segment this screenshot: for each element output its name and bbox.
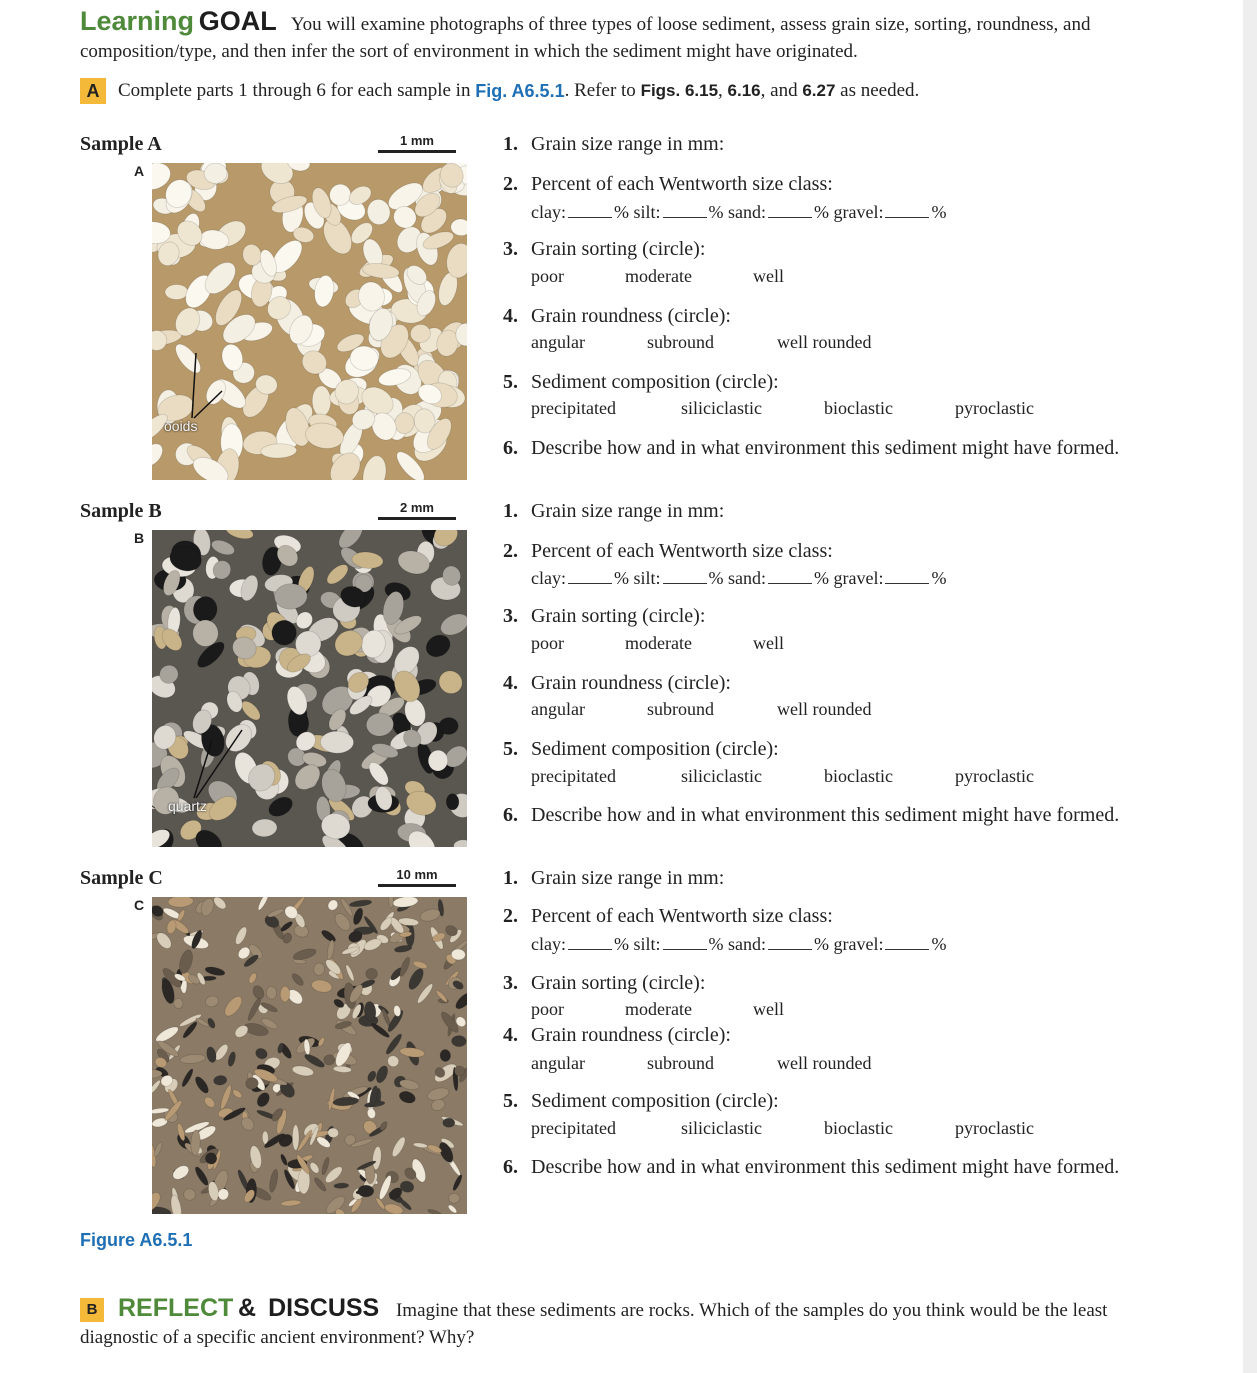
option-angular[interactable]: angular [531, 332, 585, 352]
option-angular[interactable]: angular [531, 1053, 585, 1073]
silt-blank[interactable] [663, 935, 707, 950]
question-3: 3. Grain sorting (circle): [503, 605, 706, 627]
question-1: 1. Grain size range in mm: [503, 500, 725, 522]
gravel-blank[interactable] [885, 569, 929, 584]
silt-blank[interactable] [663, 203, 707, 218]
page-edge [1243, 0, 1257, 1373]
fig-ref-3: 6.27 [802, 81, 836, 100]
option-bioclastic[interactable]: bioclastic [824, 1118, 893, 1138]
figure-link[interactable]: Fig. A6.5.1 [475, 81, 565, 101]
gravel-blank[interactable] [885, 203, 929, 218]
option-precipitated[interactable]: precipitated [531, 398, 616, 418]
clay-blank[interactable] [568, 203, 612, 218]
reflect-text: Imagine that these sediments are rocks. Which of the samples do you think would be the least diagnostic of a specific ancient environment? Why? [80, 1300, 1108, 1348]
option-subround[interactable]: subround [647, 699, 714, 719]
photo-letter: B [134, 530, 145, 546]
option-well-rounded[interactable]: well rounded [777, 332, 872, 352]
part-a-text1: Complete parts 1 through 6 for each sample in [118, 80, 471, 101]
part-a-text2: . Refer to [564, 80, 636, 101]
option-well-rounded[interactable]: well rounded [777, 699, 872, 719]
option-poor[interactable]: poor [531, 633, 564, 653]
learning-goal [80, 8, 1190, 65]
question-3: 3. Grain sorting (circle): [503, 238, 706, 260]
part-b-badge: B [80, 1298, 104, 1322]
option-siliciclastic[interactable]: siliciclastic [681, 398, 762, 418]
learning-goal-title-goal: GOAL [198, 6, 277, 36]
part-a-text3: as needed. [840, 80, 920, 101]
wentworth-fields: clay: % silt: % sand: % gravel: % [531, 934, 947, 954]
fig-ref-2: 6.16 [727, 81, 761, 100]
option-moderate[interactable]: moderate [625, 999, 692, 1019]
question-2: 2. Percent of each Wentworth size class: [503, 173, 833, 195]
question-6: 6. Describe how and in what environment this sediment might have formed. [503, 437, 1120, 459]
question-5: 5. Sediment composition (circle): [503, 738, 779, 760]
question-1: 1. Grain size range in mm: [503, 133, 725, 155]
sep2: , and [760, 80, 798, 101]
scale-bar-label: 2 mm [400, 500, 434, 515]
option-well[interactable]: well [753, 999, 784, 1019]
wentworth-fields: clay: % silt: % sand: % gravel: % [531, 202, 947, 222]
scale-bar [378, 133, 456, 153]
sample-c-photo [152, 897, 467, 1214]
sample-b-photo [152, 530, 467, 847]
option-poor[interactable]: poor [531, 266, 564, 286]
option-well-rounded[interactable]: well rounded [777, 1053, 872, 1073]
sample-label: Sample B [80, 500, 162, 522]
part-a-instruction [80, 78, 919, 104]
option-siliciclastic[interactable]: siliciclastic [681, 1118, 762, 1138]
discuss-word: DISCUSS [268, 1294, 380, 1322]
sample-label: Sample A [80, 133, 162, 155]
option-subround[interactable]: subround [647, 332, 714, 352]
scale-bar-label: 10 mm [396, 867, 438, 882]
wentworth-fields: clay: % silt: % sand: % gravel: % [531, 568, 947, 588]
sand-blank[interactable] [768, 569, 812, 584]
clay-blank[interactable] [568, 935, 612, 950]
figs-ref: Figs. 6.15 [640, 81, 719, 100]
question-2: 2. Percent of each Wentworth size class: [503, 540, 833, 562]
clay-blank[interactable] [568, 569, 612, 584]
option-poor[interactable]: poor [531, 999, 564, 1019]
option-moderate[interactable]: moderate [625, 633, 692, 653]
question-5: 5. Sediment composition (circle): [503, 371, 779, 393]
option-bioclastic[interactable]: bioclastic [824, 766, 893, 786]
photo-letter: C [134, 897, 145, 913]
sample-label: Sample C [80, 867, 163, 889]
sand-blank[interactable] [768, 935, 812, 950]
scale-bar-label: 1 mm [400, 133, 434, 148]
sample-a-photo [152, 163, 467, 480]
option-bioclastic[interactable]: bioclastic [824, 398, 893, 418]
option-precipitated[interactable]: precipitated [531, 766, 616, 786]
question-4: 4. Grain roundness (circle): [503, 672, 731, 694]
sep1: , [718, 80, 723, 101]
option-pyroclastic[interactable]: pyroclastic [955, 1118, 1034, 1138]
photo-callout: quartz [168, 798, 207, 814]
question-6: 6. Describe how and in what environment this sediment might have formed. [503, 804, 1120, 826]
sand-blank[interactable] [768, 203, 812, 218]
option-subround[interactable]: subround [647, 1053, 714, 1073]
option-moderate[interactable]: moderate [625, 266, 692, 286]
part-a-badge: A [80, 78, 106, 104]
option-siliciclastic[interactable]: siliciclastic [681, 766, 762, 786]
silt-blank[interactable] [663, 569, 707, 584]
option-precipitated[interactable]: precipitated [531, 1118, 616, 1138]
option-pyroclastic[interactable]: pyroclastic [955, 766, 1034, 786]
reflect-discuss [80, 1295, 1170, 1351]
question-3: 3. Grain sorting (circle): [503, 972, 706, 994]
photo-letter: A [134, 163, 145, 179]
question-5: 5. Sediment composition (circle): [503, 1090, 779, 1112]
learning-goal-title-learning: Learning [80, 6, 195, 36]
figure-caption: Figure A6.5.1 [80, 1230, 193, 1250]
question-4: 4. Grain roundness (circle): [503, 1024, 731, 1046]
learning-goal-text: You will examine photographs of three types of loose sediment, assess grain size, sorting, roundness, and composition/type, and then infer the sort of environment in which the sediment might have originated. [80, 14, 1091, 62]
reflect-word: REFLECT [118, 1294, 234, 1322]
question-4: 4. Grain roundness (circle): [503, 305, 731, 327]
reflect-amp: & [238, 1294, 257, 1322]
gravel-blank[interactable] [885, 935, 929, 950]
option-pyroclastic[interactable]: pyroclastic [955, 398, 1034, 418]
photo-callout: ooids [164, 418, 198, 434]
question-6: 6. Describe how and in what environment this sediment might have formed. [503, 1156, 1120, 1178]
option-well[interactable]: well [753, 633, 784, 653]
scale-bar [378, 867, 456, 887]
scale-bar [378, 500, 456, 520]
question-1: 1. Grain size range in mm: [503, 867, 725, 889]
option-angular[interactable]: angular [531, 699, 585, 719]
option-well[interactable]: well [753, 266, 784, 286]
question-2: 2. Percent of each Wentworth size class: [503, 905, 833, 927]
